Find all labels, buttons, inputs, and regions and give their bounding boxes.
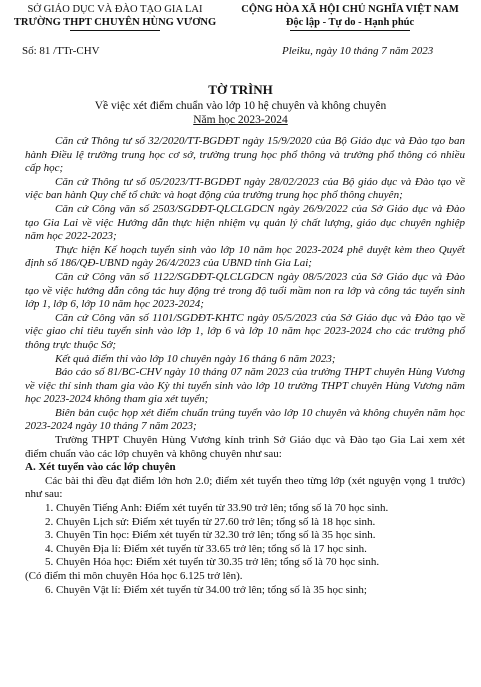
legal-basis: Căn cứ Công văn số 1101/SGDĐT-KHTC ngày 05/5/2023 của Sở Giáo dục và Đào tạo về việc giao chỉ tiêu tuyển sinh vào lớp 1, lớp 6 và lớp 10 năm học 2023-2024 cho các trường phổ thông trực thuộc Sở;	[25, 311, 465, 351]
national-motto: Độc lập - Tự do - Hạnh phúc	[285, 17, 415, 28]
legal-basis: Căn cứ Công văn số 1122/SGDĐT-QLCLGDCN ngày 08/5/2023 của Sở Giáo dục và Đào tạo về việc hướng dẫn công tác huy động trẻ trong độ tuổi mầm non ra lớp và công tác tuyển sinh lớp 1, lớp 6, lớp 10 năm học 2023-2024;	[25, 270, 465, 311]
issuer-header	[10, 3, 220, 31]
quota-item: 1. Chuyên Tiếng Anh: Điểm xét tuyển từ 33.90 trở lên; tổng số là 70 học sinh.	[45, 502, 389, 515]
chemistry-note: (Có điểm thi môn chuyên Hóa học 6.125 trở lên).	[25, 570, 243, 582]
section-a-intro: Các bài thi đều đạt điểm lớn hơn 2.0; điểm xét tuyển theo từng lớp (xét nguyện vọng 1 trước) như sau:	[25, 474, 465, 501]
header-underline	[70, 30, 160, 31]
motto-underline	[290, 30, 410, 31]
quota-item: 6. Chuyên Vật lí: Điểm xét tuyển từ 34.00 trở lên; tổng số là 35 học sinh;	[45, 583, 367, 596]
quota-item: 5. Chuyên Hóa học: Điểm xét tuyển từ 30.35 trở lên; tổng số là 70 học sinh.	[45, 556, 380, 569]
legal-basis: Kết quả điểm thi vào lớp 10 chuyên ngày 16 tháng 6 năm 2023;	[55, 352, 336, 365]
school-name: TRƯỜNG THPT CHUYÊN HÙNG VƯƠNG	[13, 17, 217, 28]
place-date: Pleiku, ngày 10 tháng 7 năm 2023	[282, 45, 434, 57]
document-subject	[0, 99, 481, 127]
quota-item: 3. Chuyên Tin học: Điểm xét tuyển từ 32.30 trở lên; tổng số là 35 học sinh.	[45, 529, 376, 542]
subject-line: Về việc xét điểm chuẩn vào lớp 10 hệ chuyên và không chuyên	[94, 100, 387, 112]
legal-basis: Căn cứ Thông tư số 05/2023/TT-BGDĐT ngày 28/02/2023 của Bộ giáo dục và Đào tạo về việc ban hành Quy chế tổ chức và hoạt động của trường trung học phổ thông chuyên;	[25, 175, 465, 202]
quota-item: 2. Chuyên Lịch sử: Điểm xét tuyển từ 27.60 trở lên; tổng số là 18 học sinh.	[45, 515, 376, 528]
legal-basis: Báo cáo số 81/BC-CHV ngày 10 tháng 07 năm 2023 của trường THPT chuyên Hùng Vương về việc thí sinh tham gia vào Kỳ thi tuyển sinh vào lớp 10 trường THPT chuyên Hùng Vương năm học 2023-2024 không tham gia xét tuyển;	[25, 366, 465, 406]
legal-basis: Căn cứ Thông tư số 32/2020/TT-BGDĐT ngày 15/9/2020 của Bộ Giáo dục và Đào tạo ban hành Điều lệ trường trung học cơ sở, trường trung học phổ thông và trường phổ thông có nhiều cấp học;	[25, 135, 465, 175]
legal-basis: Biên bản cuộc họp xét điểm chuẩn trúng tuyển vào lớp 10 chuyên và không chuyên năm học 2023-2024 ngày 10 tháng 7 năm 2023;	[25, 406, 465, 433]
national-header	[220, 3, 480, 31]
request-paragraph: Trường THPT Chuyên Hùng Vương kính trình Sở Giáo dục và Đào tạo Gia Lai xem xét điểm chuẩn vào các lớp chuyên và không chuyên như sau:	[25, 434, 465, 460]
school-year: Năm học 2023-2024	[193, 114, 288, 126]
quota-item: 4. Chuyên Địa lí: Điểm xét tuyển từ 33.65 trở lên; tổng số là 17 học sinh.	[45, 542, 367, 555]
legal-basis: Căn cứ Công văn số 2503/SGDĐT-QLCLGDCN ngày 26/9/2022 của Sở Giáo dục và Đào tạo Gia Lai về việc Hướng dẫn thực hiện nhiệm vụ quản lý chất lượng, giáo dục chuyên nghiệp năm học 2022-2023;	[25, 202, 465, 243]
document-body	[25, 135, 465, 597]
national-title: CỘNG HÒA XÃ HỘI CHỦ NGHĨA VIỆT NAM	[241, 4, 459, 15]
section-a-heading: A. Xét tuyển vào các lớp chuyên	[25, 461, 176, 474]
document-number: Số: 81 /TTr-CHV	[22, 45, 100, 57]
document-title: TỜ TRÌNH	[208, 82, 273, 97]
legal-basis: Thực hiện Kế hoạch tuyển sinh vào lớp 10 năm học 2023-2024 phê duyệt kèm theo Quyết định số 186/QĐ-UBND ngày 26/4/2023 của UBND tỉnh Gia Lai;	[25, 243, 465, 270]
department-name: SỞ GIÁO DỤC VÀ ĐÀO TẠO GIA LAI	[27, 4, 203, 15]
